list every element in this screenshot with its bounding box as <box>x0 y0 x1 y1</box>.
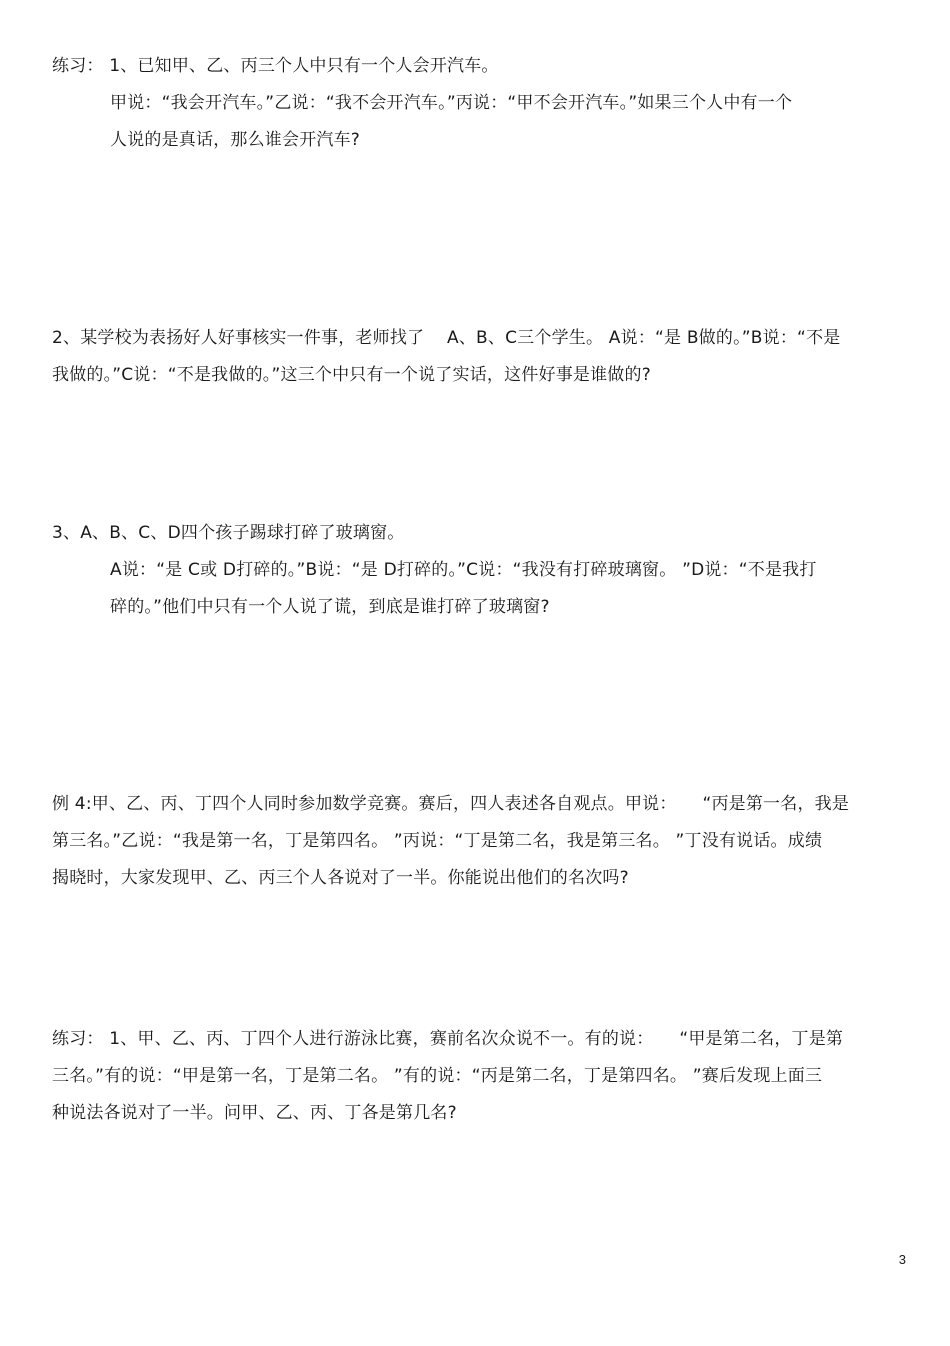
exercise-swim-line-1: 练习： 1、甲、乙、丙、丁四个人进行游泳比赛，赛前名次众说不一。有的说： “甲是第二名，丁是第 <box>52 1029 844 1049</box>
example-4-line-1: 例 4:甲、乙、丙、丁四个人同时参加数学竞赛。赛后，四人表述各自观点。甲说： “丙是第一名，我是 <box>52 794 850 814</box>
exercise-3-line-1: 3、A、B、C、D四个孩子踢球打碎了玻璃窗。 <box>52 523 405 543</box>
exercise-2-line-1: 2、某学校为表扬好人好事核实一件事，老师找了 A、B、C三个学生。 A说：“是 B做的。”B说：“不是 <box>52 328 841 348</box>
example-4-line-3: 揭晓时，大家发现甲、乙、丙三个人各说对了一半。你能说出他们的名次吗? <box>52 868 629 888</box>
example-4-line-2: 第三名。”乙说：“我是第一名，丁是第四名。 ”丙说：“丁是第二名，我是第三名。 ”丁没有说话。成绩 <box>52 831 823 851</box>
exercise-3-broken-window <box>52 515 817 626</box>
exercise-1-line-2: 甲说：“我会开汽车。”乙说：“我不会开汽车。”丙说：“甲不会开汽车。”如果三个人中有一个 <box>110 93 793 113</box>
exercise-3-line-3: 碎的。”他们中只有一个人说了谎，到底是谁打碎了玻璃窗? <box>110 597 550 617</box>
exercise-swim-line-3: 种说法各说对了一半。问甲、乙、丙、丁各是第几名? <box>52 1103 457 1123</box>
exercise-1-car-driver <box>52 48 792 159</box>
exercise-1-line-3: 人说的是真话，那么谁会开汽车? <box>110 130 361 150</box>
exercise-3-line-2: A说：“是 C或 D打碎的。”B说：“是 D打碎的。”C说：“我没有打碎玻璃窗。 ”D说：“不是我打 <box>110 560 817 580</box>
exercise-swimming-race <box>52 1021 843 1132</box>
exercise-swim-line-2: 三名。”有的说：“甲是第一名，丁是第二名。 ”有的说：“丙是第二名，丁是第四名。 ”赛后发现上面三 <box>52 1066 823 1086</box>
exercise-2-line-2: 我做的。”C说：“不是我做的。”这三个中只有一个说了实话，这件好事是谁做的? <box>52 365 651 385</box>
page-number: 3 <box>898 1252 906 1267</box>
example-4-math-contest <box>52 786 849 897</box>
exercise-1-line-1: 练习： 1、已知甲、乙、丙三个人中只有一个人会开汽车。 <box>52 56 499 76</box>
exercise-2-good-deed <box>52 320 840 394</box>
